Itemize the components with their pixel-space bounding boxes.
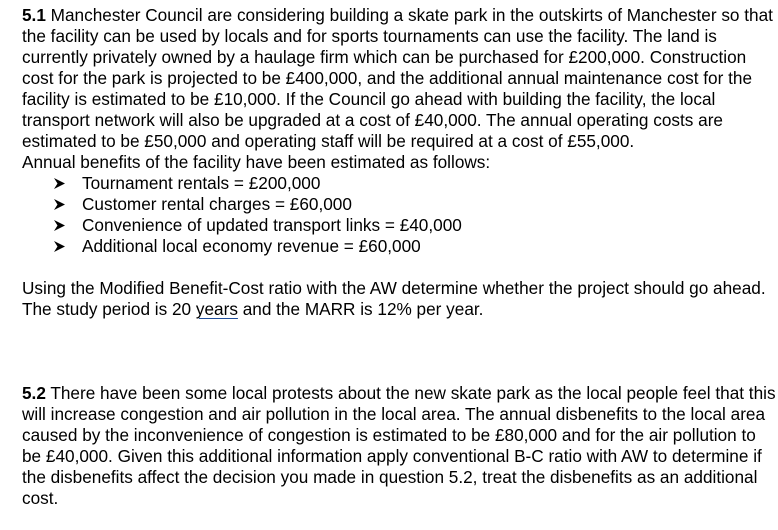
question-5-1-intro-text: Manchester Council are considering building a skate park in the outskirts of Manchester so that the facility can be used by locals and for sports tournaments can use the facility. The land is currently privately owned by a haulage firm which can be purchased for £200,000. Construction cost for the park is projected to be £400,000, and the additional annual maintenance cost for the facility is estimated to be £10,000. If the Council go ahead with building the facility, the local transport network will also be upgraded at a cost of £40,000. The annual operating costs are estimated to be £50,000 and operating staff will be required at a cost of £55,000. [22, 5, 773, 151]
benefit-text: Customer rental charges = £60,000 [82, 194, 352, 214]
benefit-text: Tournament rentals = £200,000 [82, 173, 321, 193]
question-5-2-number: 5.2 [22, 383, 46, 403]
arrowhead-bullet-icon [54, 199, 65, 210]
question-5-1-number: 5.1 [22, 5, 46, 25]
question-5-2 [22, 383, 776, 509]
list-item [52, 236, 776, 257]
list-item [52, 215, 776, 236]
task-text-end: and the MARR is 12% per year. [237, 299, 484, 319]
arrowhead-bullet-icon [54, 241, 65, 252]
question-5-1-intro [22, 5, 776, 152]
arrowhead-bullet-icon [54, 178, 65, 189]
question-5-1-task [22, 278, 776, 320]
benefits-list [22, 173, 776, 257]
section-spacer [22, 320, 776, 383]
benefit-text: Additional local economy revenue = £60,000 [82, 236, 421, 256]
benefit-text: Convenience of updated transport links = £40,000 [82, 215, 462, 235]
list-item [52, 194, 776, 215]
list-item [52, 173, 776, 194]
underlined-word: years [195, 299, 238, 319]
arrowhead-bullet-icon [54, 220, 65, 231]
question-5-2-text: There have been some local protests about the new skate park as the local people feel that this will increase congestion and air pollution in the local area. The annual disbenefits to the local area caused by the inconvenience of congestion is estimated to be £80,000 and for the air pollution to be £40,000. Given this additional information apply conventional B-C ratio with AW to determine if the disbenefits affect the decision you made in question 5.2, treat the disbenefits as an additional cost. [22, 383, 776, 508]
document-body [22, 5, 776, 509]
task-text-start: Using the Modified Benefit-Cost ratio with the AW determine whether the project should go ahead. The study period is 20 [22, 278, 766, 319]
paragraph-spacer [22, 257, 776, 278]
benefits-heading: Annual benefits of the facility have been estimated as follows: [22, 152, 491, 172]
